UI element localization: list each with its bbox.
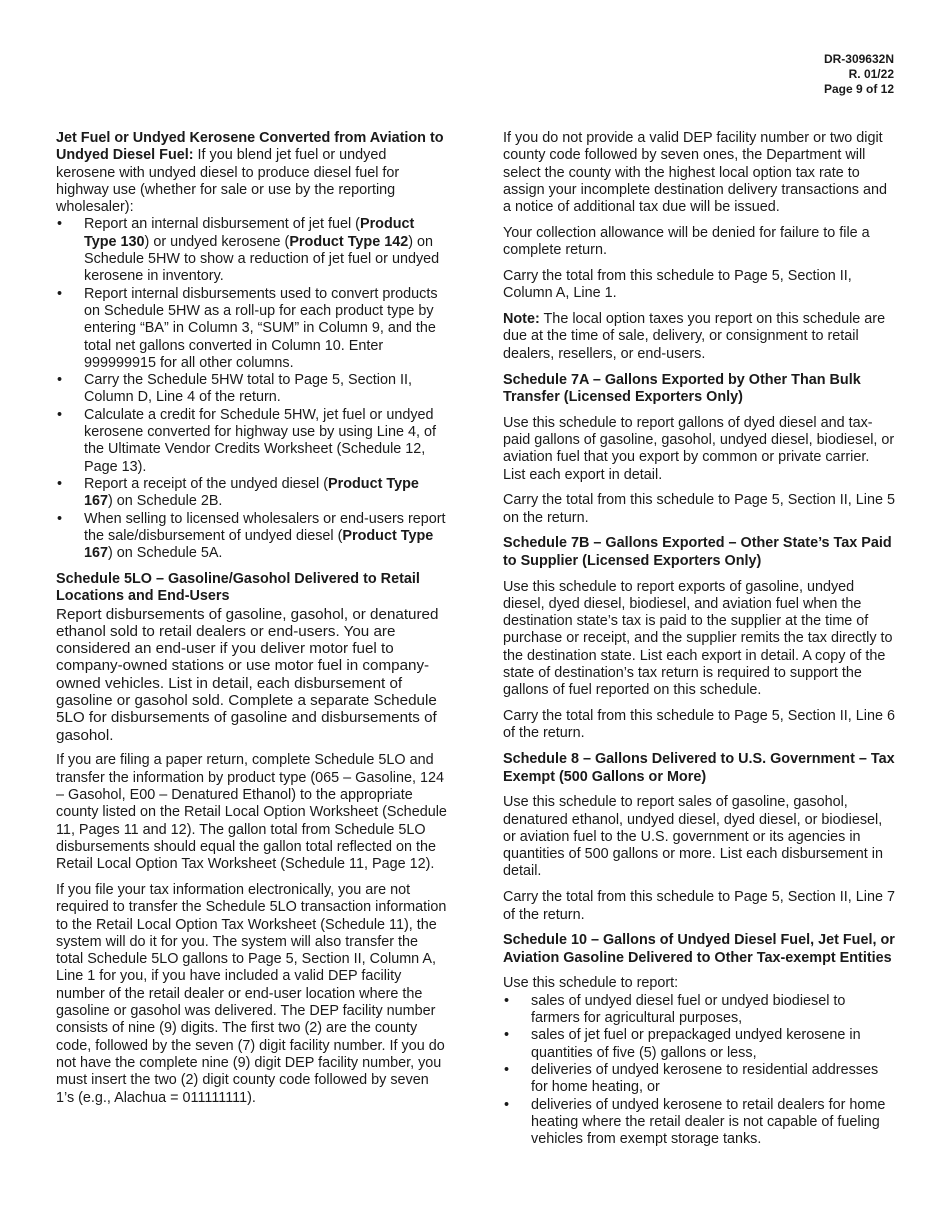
schedule-7b-paragraph: Use this schedule to report exports of gasoline, undyed diesel, dyed diesel, biodiesel, and aviation fuel when the destination state’s tax is paid to the supplier at the time of purchase or receipt, and the supplier remits the tax directly to the destination state. List each export in detail. A copy of the state of destination’s tax return is required to support the gallons of fuel reported on this schedule. (503, 578, 893, 699)
list-item: • deliveries of undyed kerosene to residential addresses for home heating, or (503, 1062, 895, 1097)
schedule-10-intro: Use this schedule to report: (503, 975, 679, 992)
schedule-5lo-paragraph: If you are filing a paper return, complete Schedule 5LO and transfer the information by product type (065 – Gasoline, 124 – Gasohol, E00 – Denatured Ethanol) to the appropriate county listed on the Retail Local Option Worksheet (Schedule 11, Pages 11 and 12). The gallon total from Schedule 5LO disbursements should equal the gallon total reflected on the Retail Local Option Tax Worksheet (Schedule 11, Page 12). (56, 752, 447, 873)
note-label: Note: (503, 311, 540, 328)
jet-fuel-steps-list (56, 216, 448, 562)
schedule-8-heading: Schedule 8 – Gallons Delivered to U.S. Government – Tax Exempt (500 Gallons or More) (503, 751, 895, 785)
schedule-10-list (503, 993, 895, 1149)
schedule-5lo-paragraph: If you file your tax information electronically, you are not required to transfer the Schedule 5LO transaction information to the Retail Local Option Tax Worksheet (Schedule 11), the system will do it for you. The system will also transfer the total Schedule 5LO gallons to Page 5, Section II, Column A, Line 1 for you, if you have included a valid DEP facility number of the retail dealer or end-user location where the gasoline or gasohol was delivered. The DEP facility number consists of nine (9) digits. The first two (2) are the county code, followed by the seven (7) digit facility number. If you do not have the complete nine (9) digit DEP facility number, you must insert the two (2) digit county code followed by seven 1’s (e.g., Alachua = 011111111). (56, 881, 447, 1106)
schedule-5lo-paragraph: Report disbursements of gasoline, gasohol, or denatured ethanol sold to retail dealers or end-users. You are considered an end-user if you deliver motor fuel to company-owned stations or use motor fuel in company-owned vehicles. List in detail, each disbursement of gasoline or gasohol sold. Complete a separate Schedule 5LO for disbursements of gasoline and disbursements of gasohol. (56, 605, 439, 744)
schedule-7a-heading: Schedule 7A – Gallons Exported by Other Than Bulk Transfer (Licensed Exporters Only) (503, 371, 861, 405)
revision-date: R. 01/22 (848, 67, 894, 81)
list-item: • sales of jet fuel or prepackaged undyed kerosene in quantities of five (5) gallons or less, (503, 1027, 895, 1062)
schedule-7b-paragraph: Carry the total from this schedule to Page 5, Section II, Line 6 of the return. (503, 708, 895, 742)
jet-fuel-heading: Jet Fuel or Undyed Kerosene Converted from Aviation to Undyed Diesel Fuel: (56, 130, 444, 164)
form-number: DR-309632N (823, 52, 894, 66)
jet-fuel-intro: Jet Fuel or Undyed Kerosene Converted from Aviation to Undyed Diesel Fuel: If you blend jet fuel or undyed kerosene with undyed diesel to produce diesel fuel for highway use (whether for sale or use by the reporting wholesaler): (56, 130, 444, 216)
schedule-7a-paragraph: Use this schedule to report gallons of dyed diesel and tax-paid gallons of gasoline, gasohol, undyed diesel, biodiesel, or aviation fuel that you export by common or private carrier. List each export in detail. (503, 414, 895, 483)
schedule-5lo-heading: Schedule 5LO – Gasoline/Gasohol Delivered to Retail Locations and End-Users (56, 570, 420, 605)
note-paragraph: Note: The local option taxes you report on this schedule are due at the time of sale, delivery, or consignment to retail dealers, resellers, or end-users. (503, 311, 886, 362)
list-item: • Report a receipt of the undyed diesel (Product Type 167) on Schedule 2B. (56, 476, 448, 511)
list-item: • Calculate a credit for Schedule 5HW, jet fuel or undyed kerosene converted for highway use by using Line 4, of the Ultimate Vendor Credits Worksheet (Schedule 12, Page 13). (56, 407, 448, 476)
schedule-8-paragraph: Use this schedule to report sales of gasoline, gasohol, denatured ethanol, undyed diesel, dyed diesel, or biodiesel, or aviation fuel to the U.S. government or its agencies in quantities of 500 gallons or more. List each disbursement in detail. (503, 794, 883, 880)
schedule-7a-paragraph: Carry the total from this schedule to Page 5, Section II, Line 5 on the return. (503, 492, 895, 526)
list-item: • deliveries of undyed kerosene to retail dealers for home heating where the retail dealer is not capable of fueling vehicles from exempt storage tanks. (503, 1097, 895, 1149)
page-header (824, 52, 894, 97)
left-column (56, 130, 448, 1115)
allowance-paragraph: Your collection allowance will be denied for failure to file a complete return. (503, 224, 870, 259)
list-item: • Carry the Schedule 5HW total to Page 5, Section II, Column D, Line 4 of the return. (56, 372, 448, 407)
page-number: Page 9 of 12 (823, 82, 894, 96)
right-column (503, 130, 895, 1157)
schedule-10-heading: Schedule 10 – Gallons of Undyed Diesel Fuel, Jet Fuel, or Aviation Gasoline Delivered to Other Tax-exempt Entities (503, 932, 895, 966)
dep-paragraph: If you do not provide a valid DEP facility number or two digit county code followed by seven ones, the Department will select the county with the highest local option tax rate to assign your incomplete destination delivery transactions and a notice of additional tax due will be issued. (503, 130, 887, 216)
list-item: • Report internal disbursements used to convert products on Schedule 5HW as a roll-up for each product type by entering “BA” in Column 3, “SUM” in Column 9, and the total net gallons converted in Column 10. Enter 999999915 for all other columns. (56, 286, 448, 372)
schedule-7b-heading: Schedule 7B – Gallons Exported – Other State’s Tax Paid to Supplier (Licensed Exporters Only) (503, 535, 892, 569)
list-item: • sales of undyed diesel fuel or undyed biodiesel to farmers for agricultural purposes, (503, 993, 895, 1028)
carry-total-paragraph: Carry the total from this schedule to Page 5, Section II, Column A, Line 1. (503, 268, 852, 302)
schedule-8-paragraph: Carry the total from this schedule to Page 5, Section II, Line 7 of the return. (503, 889, 895, 923)
list-item: • Report an internal disbursement of jet fuel (Product Type 130) or undyed kerosene (Product Type 142) on Schedule 5HW to show a reduction of jet fuel or undyed kerosene in inventory. (56, 216, 448, 285)
list-item: • When selling to licensed wholesalers or end-users report the sale/disbursement of undyed diesel (Product Type 167) on Schedule 5A. (56, 511, 448, 563)
